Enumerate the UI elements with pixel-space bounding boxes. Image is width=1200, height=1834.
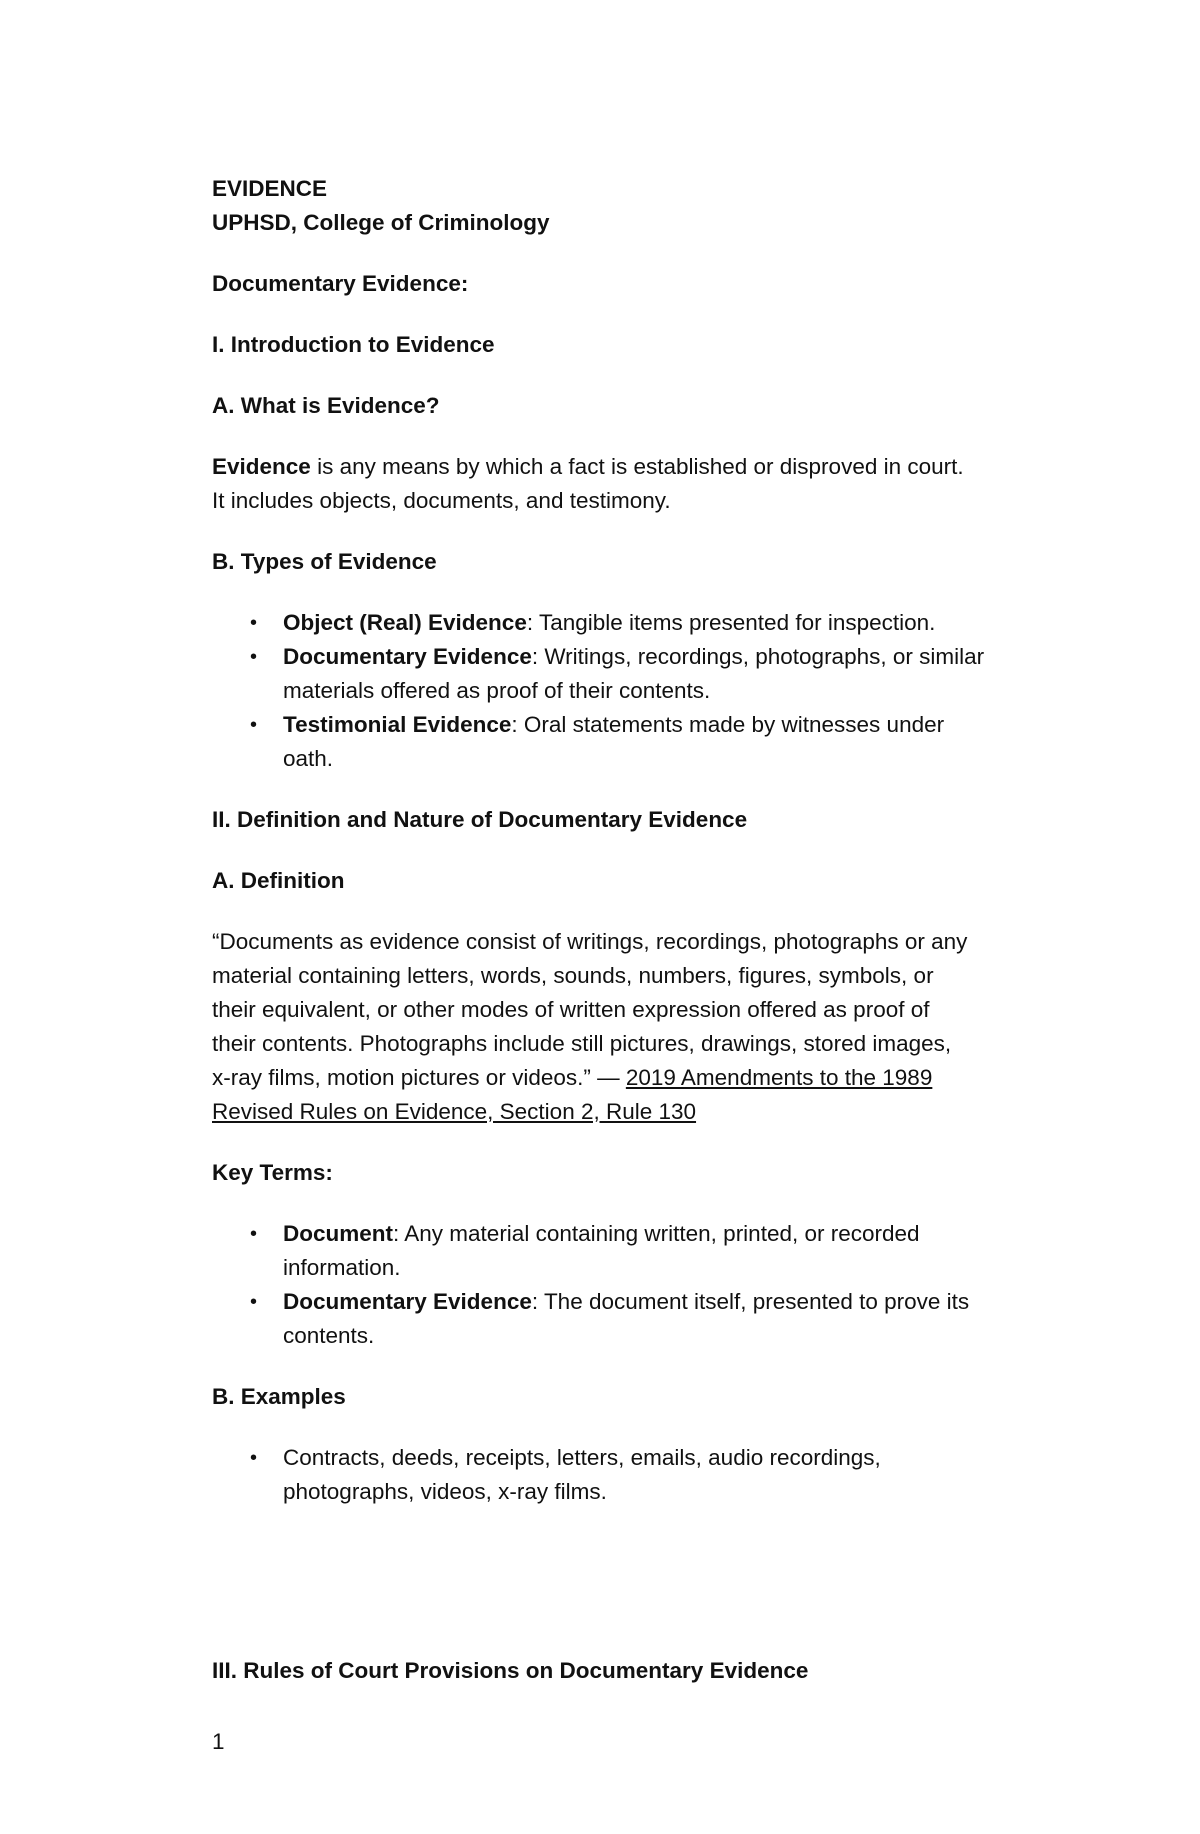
list-item: • Contracts, deeds, receipts, letters, emails, audio recordings, photographs, videos, x-ray films. [212,1441,1072,1509]
evidence-term: Evidence [212,454,311,479]
section-1a-heading: A. What is Evidence? [212,393,440,418]
list-item: • Object (Real) Evidence: Tangible items presented for inspection. [212,606,1072,640]
doc-heading: Documentary Evidence: [212,271,469,296]
document-title: EVIDENCE [212,176,328,201]
key-terms-list [212,1217,1072,1353]
section-3-heading: III. Rules of Court Provisions on Documentary Evidence [212,1658,809,1683]
evidence-definition: Evidence is any means by which a fact is established or disproved in court. It includes objects, documents, and testimony. [212,454,964,513]
institution-name: UPHSD, College of Criminology [212,210,550,235]
section-1b-heading: B. Types of Evidence [212,549,437,574]
section-2-heading: II. Definition and Nature of Documentary Evidence [212,807,748,832]
list-item: • Document: Any material containing written, printed, or recorded information. [212,1217,1072,1285]
list-item: • Documentary Evidence: Writings, recordings, photographs, or similar materials offered as proof of their contents. [212,640,1072,708]
page-content [212,172,1072,1688]
list-item: • Documentary Evidence: The document itself, presented to prove its contents. [212,1285,1072,1353]
page-number: 1 [212,1729,225,1754]
citation-link-continued[interactable]: Revised Rules on Evidence, Section 2, Rule 130 [212,1099,697,1124]
section-2a-heading: A. Definition [212,868,345,893]
section-2b-heading: B. Examples [212,1384,346,1409]
evidence-types-list [212,606,1072,776]
key-terms-heading: Key Terms: [212,1160,333,1185]
citation-link[interactable]: 2019 Amendments to the 1989 [625,1065,933,1090]
section-1-heading: I. Introduction to Evidence [212,332,495,357]
definition-quote: “Documents as evidence consist of writings, recordings, photographs or any material containing letters, words, sounds, numbers, figures, symbols, or their equivalent, or other modes of written expression offered as proof of their contents. Photographs include still pictures, drawings, stored images, x-ray films, motion pictures or videos.” — 2019 Amendments to the 1989 Revised Rules on Evidence, Section 2, Rule 130 [212,925,1072,1129]
examples-list [212,1441,1072,1509]
list-item: • Testimonial Evidence: Oral statements made by witnesses under oath. [212,708,1072,776]
